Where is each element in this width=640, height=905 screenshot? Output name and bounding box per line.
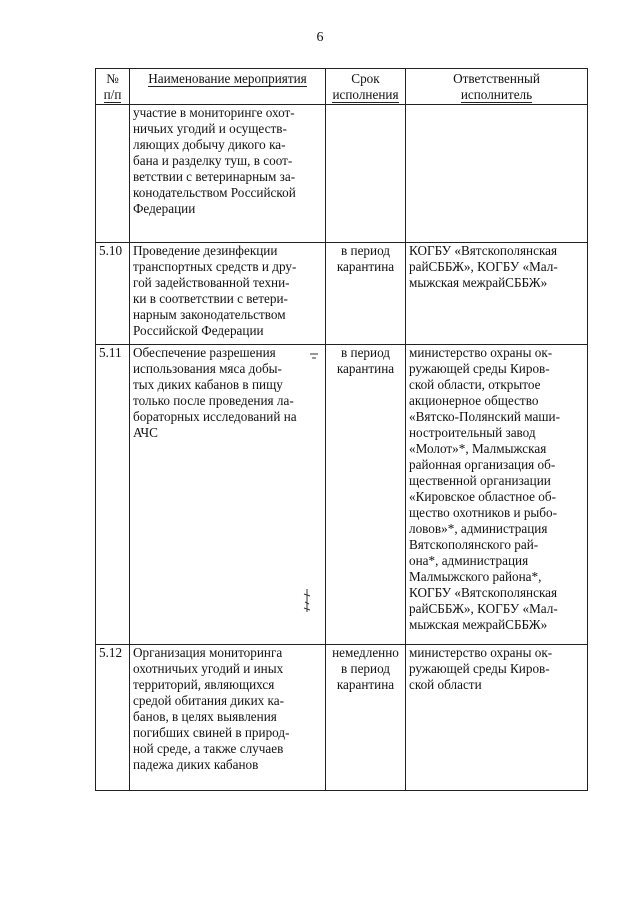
cell-resp-line: КОГБУ «Вятскополянская xyxy=(409,585,558,600)
cell-resp-line: министерство охраны ок- xyxy=(409,645,553,660)
cell-term-line: немедленно xyxy=(332,645,399,660)
header-num-line: п/п xyxy=(103,87,122,102)
cell-resp-line: ностроительный завод xyxy=(409,425,536,440)
page-number: 6 xyxy=(316,30,324,45)
cell-resp-line: щество охотников и рыбо- xyxy=(409,505,557,520)
header-term xyxy=(326,69,406,105)
cell-name-line: Федерации xyxy=(133,201,196,216)
cell-resp-line: ской области, открытое xyxy=(409,377,541,392)
cell-name-line: ной среде, а также случаев xyxy=(133,741,284,756)
cell-resp-line: акционерное общество xyxy=(409,393,539,408)
measures-table xyxy=(95,68,588,791)
cell-name-line: ничьих угодий и осуществ- xyxy=(133,121,287,136)
header-resp-line: Ответственный xyxy=(453,71,540,86)
cell-term-line: карантина xyxy=(336,677,395,692)
cell-name-line: Российской Федерации xyxy=(133,323,264,338)
cell-resp xyxy=(406,105,588,243)
cell-resp-line: «Кировское областное об- xyxy=(409,489,556,504)
table-header-row xyxy=(96,69,588,105)
cell-resp-line: Малмыжского района*, xyxy=(409,569,542,584)
cell-name-line: Организация мониторинга xyxy=(133,645,283,660)
cell-name-line: участие в мониторинге охот- xyxy=(133,105,295,120)
header-name xyxy=(130,69,326,105)
cell-term-line: в период xyxy=(340,243,390,258)
cell-name-line: бораторных исследований на xyxy=(133,409,297,424)
cell-term-line: карантина xyxy=(336,361,395,376)
cell-resp-line: ловов»*, администрация xyxy=(409,521,548,536)
cell-resp-line: министерство охраны ок- xyxy=(409,345,553,360)
cell-name-line: использования мяса добы- xyxy=(133,361,282,376)
cell-resp-line: «Молот»*, Малмыжская xyxy=(409,441,547,456)
cell-term xyxy=(326,243,406,345)
header-num-line: № xyxy=(106,71,119,86)
cell-name-line: средой обитания диких ка- xyxy=(133,693,284,708)
cell-num: 5.10 xyxy=(96,243,130,345)
cell-resp-line: ской области xyxy=(409,677,482,692)
cell-name-line: конодательством Российской xyxy=(133,185,296,200)
cell-name-line: ки в соответствии с ветери- xyxy=(133,291,288,306)
header-name-line: Наименование мероприятия xyxy=(148,71,307,86)
cell-name-line: Обеспечение разрешения xyxy=(133,345,276,360)
cell-name-line: падежа диких кабанов xyxy=(133,757,259,772)
cell-resp xyxy=(406,645,588,791)
cell-name-line: АЧС xyxy=(133,425,158,440)
header-resp-line: исполнитель xyxy=(460,87,533,102)
cell-name-line: транспортных средств и дру- xyxy=(133,259,297,274)
cell-num: 5.12 xyxy=(96,645,130,791)
cell-resp-line: районная организация об- xyxy=(409,457,556,472)
cell-name-line: только после проведения ла- xyxy=(133,393,294,408)
cell-resp-line: КОГБУ «Вятскополянская xyxy=(409,243,558,258)
cell-resp-line: ружающей среды Киров- xyxy=(409,361,550,376)
header-term-line: исполнения xyxy=(332,87,399,102)
cell-resp-line: мыжская межрайСББЖ» xyxy=(409,617,548,632)
cell-resp-line: щественной организации xyxy=(409,473,551,488)
header-resp xyxy=(406,69,588,105)
cell-term-line: в период xyxy=(340,661,390,676)
cell-name-line: нарным законодательством xyxy=(133,307,286,322)
cell-name-line: погибших свиней в природ- xyxy=(133,725,290,740)
cell-resp-line: она*, администрация xyxy=(409,553,529,568)
header-num xyxy=(96,69,130,105)
table-row xyxy=(96,243,588,345)
cell-name-line: охотничьих угодий и иных xyxy=(133,661,284,676)
cell-resp xyxy=(406,345,588,645)
cell-name-line: тых диких кабанов в пищу xyxy=(133,377,283,392)
cell-name-line: ляющих добычу дикого ка- xyxy=(133,137,286,152)
cell-name-line: территорий, являющихся xyxy=(133,677,275,692)
cell-term xyxy=(326,645,406,791)
cell-term-line: в период xyxy=(340,345,390,360)
cell-term xyxy=(326,105,406,243)
cell-resp-line: райСББЖ», КОГБУ «Мал- xyxy=(409,259,558,274)
cell-name xyxy=(130,105,326,243)
cell-name-line: бана и разделку туш, в соот- xyxy=(133,153,293,168)
table-row xyxy=(96,105,588,243)
cell-name xyxy=(130,243,326,345)
cell-num: 5.11 xyxy=(96,345,130,645)
cell-name xyxy=(130,645,326,791)
cell-num xyxy=(96,105,130,243)
cell-resp-line: ружающей среды Киров- xyxy=(409,661,550,676)
cell-name xyxy=(130,345,326,645)
handwritten-mark xyxy=(309,352,319,360)
header-term-line: Срок xyxy=(351,71,380,86)
cell-resp xyxy=(406,243,588,345)
cell-term-line: карантина xyxy=(336,259,395,274)
cell-name-line: банов, в целях выявления xyxy=(133,709,277,724)
cell-name-line: Проведение дезинфекции xyxy=(133,243,278,258)
cell-resp-line: мыжская межрайСББЖ» xyxy=(409,275,548,290)
cell-name-line: ветствии с ветеринарным за- xyxy=(133,169,296,184)
cell-resp-line: Вятскополянского рай- xyxy=(409,537,539,552)
cell-resp-line: «Вятско-Полянский маши- xyxy=(409,409,560,424)
cell-name-line: гой задействованной техни- xyxy=(133,275,290,290)
cell-resp-line: райСББЖ», КОГБУ «Мал- xyxy=(409,601,558,616)
table-row xyxy=(96,645,588,791)
cell-term xyxy=(326,345,406,645)
handwritten-mark xyxy=(303,588,311,614)
table-row xyxy=(96,345,588,645)
